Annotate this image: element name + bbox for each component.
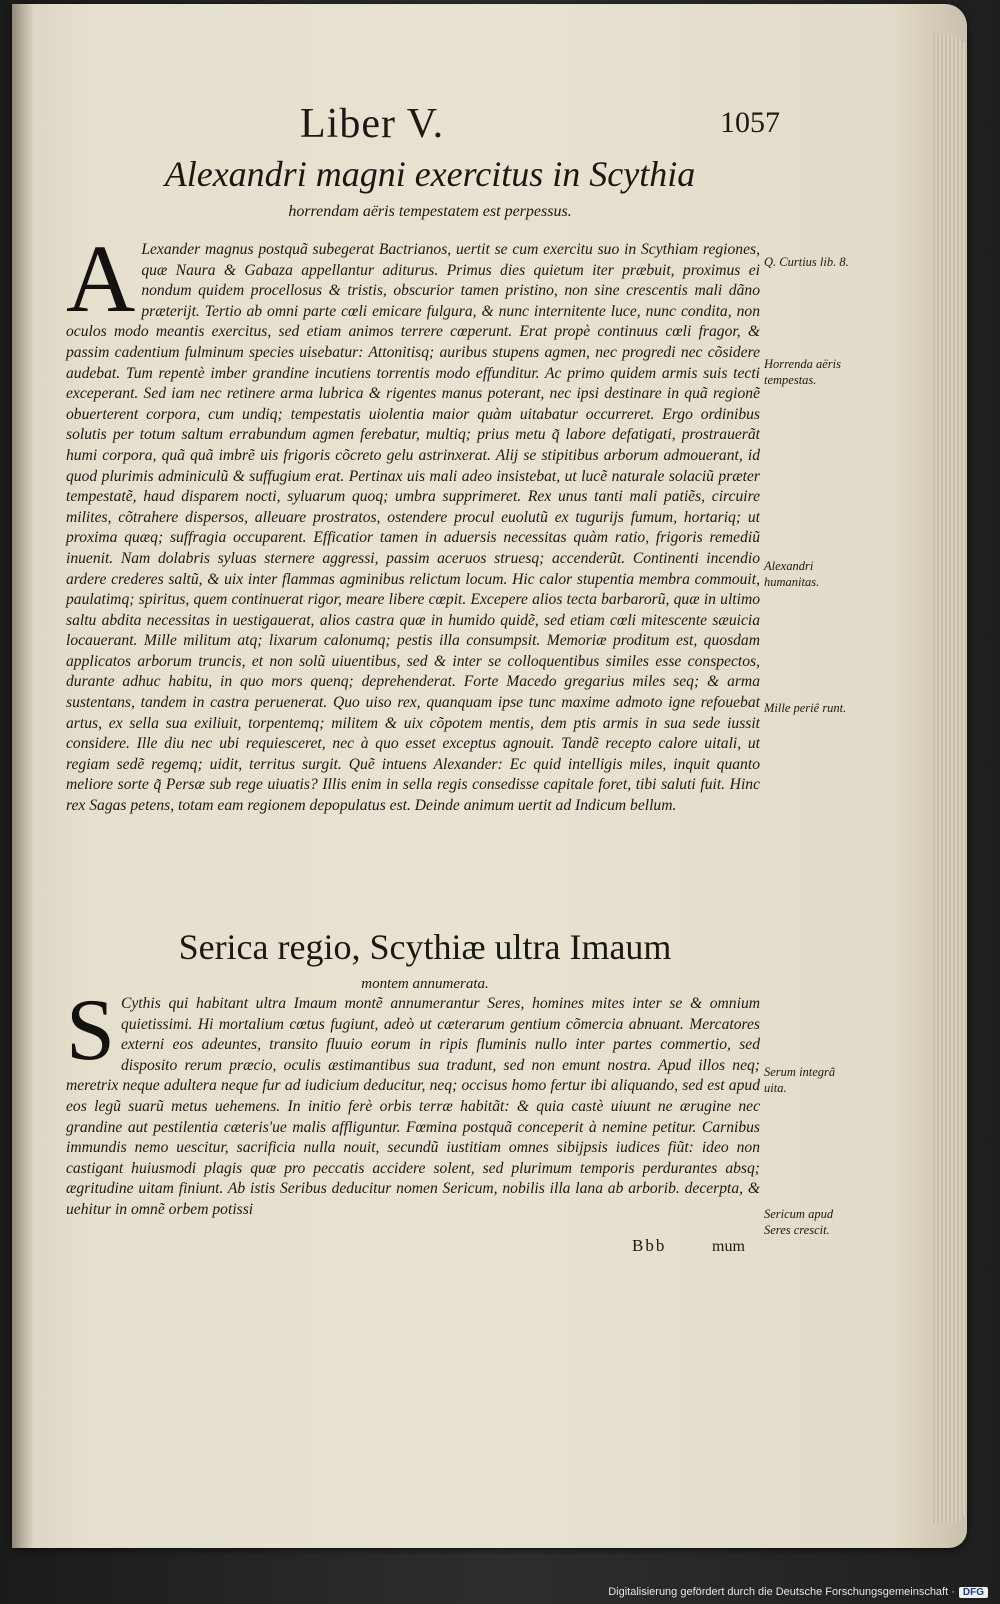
section1-title: Alexandri magni exercitus in Scythia: [164, 154, 696, 194]
page-number: 1057: [720, 106, 780, 139]
marginal-note-1: Q. Curtius lib. 8.: [764, 255, 849, 269]
binding-gutter: [12, 4, 34, 1548]
page-edges: [931, 34, 967, 1524]
running-head: Liber V.: [300, 101, 445, 147]
marginal-note-5: Serum integrã uita.: [764, 1065, 836, 1095]
marginal-note-4: Mille periê runt.: [764, 701, 847, 715]
section1-text: Lexander magnus postquã subegerat Bactrianos, uertit se cum exercitu suo in Scythiam regiones, quæ Naura & Gabaza appellantur aditurus. Primus dies quietum iter præbuit, proximus ei nondum quidem procellosus & tristis, obscurior tamen pristino, non sine crescentis mali dãno præterijt. Tertio ab omni parte cœli emicare fulgura, & nunc internitente luce, nunc condita, non oculos modo meantis exercitus, sed etiam animos terrere cœperunt. Erat propè continuus cœli fragor, & passim cadentium fulminum species uisebatur: Attonitisq; auribus stupens agmen, nec progredi nec cõsidere audebat. Tum repentè imber grandine incutiens torrentis modo effunditur. Ac primo quidem armis suis tecti exceperant. Sed iam nec retinere arma lubrica & rigentes manus poterant, nec ipsi destinare in quã regionẽ obuerterent corpora, cum undiq; tempestatis uiolentia maior quàm uitabatur occurreret. Ergo ordinibus solutis per totum saltum errabundum agmen ferebatur, multiq; prius metu q̃ labore defatigati, prostrauerãt humi corpora, quã quã imbrẽ uis frigoris cõcreto gelu astrinxerat. Alij se stipitibus arborum admouerant, id quod plurimis adminiculũ & suffugium erat. Pertinax uis mali adeo insistebat, ut lucẽ naturale solaciũ præter tempestatẽ, haud disparem nocti, syluarum quoq; umbra supprimeret. Rex unus tanti mali patiẽs, circuire milites, cõtrahere dispersos, alleuare prostratos, ostendere procul euolutũ ex tugurijs fumum, hortariq; ut proxima quæq; suffragia occuparent. Efficatior tamen in aduersis necessitas quàm ratio, frigoris remediũ inuenit. Nam dolabris syluas sternere aggressi, passim aceruos struesq; accenderũt. Continenti incendio ardere crederes saltũ, & uix inter flammas agminibus relictum locum. Hic calor stupentia membra commouit, paulatimq; spiritus, quem continuerat rigor, meare libere cœpit. Excepere alios tecta barbarorũ, quæ in ultimo saltu abdita necessitas in uestigauerat, alios castra quæ in humido quidẽ, sed etiam cœli mitescente sæuicia locauerant. Mille militum atq; lixarum calonumq; pestis illa consumpsit. Memoriæ proditum est, quosdam applicatos arborum truncis, et non solũ uiuentibus, sed & inter se colloquentibus similes esse conspectos, durante adhuc habitu, in quo mors quenq; deprehenderat. Forte Macedo gregarius miles seq; & arma sustentans, tandem in castra peruenerat. Quo uiso rex, quanquam ipse tunc maxime admoto igne refouebat artus, ex sella sua exiliuit, torpentemq; militem & uix cõpotem mentis, dem ptis armis in sua sede iussit considere. Ille diu nec ubi requiesceret, nec à quo esset exceptus agnouit. Tandẽ recepto calore uitali, ut regiam sedẽ regemq; uidit, territus surgit. Quẽ intuens Alexander: Ec quid intelligis miles, inquit quanto meliore sorte q̃ Persæ sub rege uiuatis? Illis enim in sella regis consedisse capitale foret, tibi saluti fuit. Hinc rex Sagas petens, totam eam regionem depopulatus est. Deinde animum uertit ad Indicum bellum.: [66, 241, 760, 815]
catchword: mum: [712, 1238, 745, 1255]
credit-text: Digitalisierung gefördert durch die Deutsche Forschungsgemeinschaft ·: [608, 1586, 955, 1598]
digitization-credit: [608, 1586, 988, 1598]
section2-title: Serica regio, Scythiæ ultra Imaum: [178, 927, 672, 967]
signature-mark: Bbb: [632, 1236, 667, 1255]
page-header: [300, 100, 780, 156]
marginal-note-3: Alexandri humanitas.: [764, 559, 820, 589]
marginal-note-2: Horrenda aëris tempestas.: [764, 357, 841, 387]
section2-dropcap: S: [66, 982, 115, 1079]
dfg-logo: DFG: [959, 1587, 988, 1598]
section1-dropcap: A: [66, 225, 136, 332]
section2-subtitle: montem annumerata.: [361, 976, 489, 992]
section1-subtitle: horrendam aëris tempestatem est perpessus.: [288, 203, 572, 220]
section2-text: Cythis qui habitant ultra Imaum montẽ annumerantur Seres, homines mites inter se & omnium quietissimi. Hi mortalium cœtus fugiunt, adeò ut cæterarum gentium cõmercia abnuant. Mercatores externi eos adeuntes, transito fluuio eorum in ripis fluminis nullo inter partes commertio, sed disposito rerum præcio, oculis æstimantibus sua tradunt, sed non emunt nostra. Apud illos neq; meretrix neque adultera neque fur ad iudicium deducitur, neq; occisus homo fertur ibi aliquando, sed est apud eos legũ suarũ metus uehemens. In initio ferè orbis terræ habitãt: & quia castè uiuunt ne ærugine nec grandine aut pestilentia cæteris'ue malis affliguntur. Fœmina postquã conceperit à nemine petitur. Carnibus immundis nemo uescitur, sacrificia nulla nouit, secundũ iustitiam omnes sibijpsis iudices fiũt: ideo non castigant huiusmodi plagis quæ pro peccatis accidere solent, sed plurimum temporis perdurantes absq; ægritudine uitam finiunt. Ab istis Seribus deducitur nomen Sericum, nobilis illa lana ab arborib. decerpta, & uehitur in omnẽ orbem potissi: [66, 995, 760, 1218]
section1-body: [66, 225, 760, 817]
marginal-note-6: Sericum apud Seres crescit.: [764, 1207, 834, 1237]
